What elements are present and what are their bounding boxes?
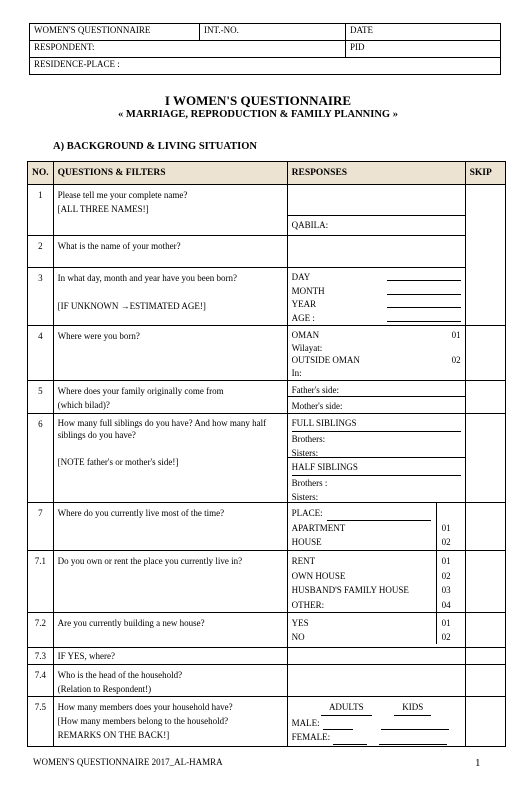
question-text: IF YES, where? bbox=[53, 648, 287, 665]
question-text: Where were you born? bbox=[53, 326, 287, 381]
row-number: 3 bbox=[28, 268, 54, 326]
code: 01 bbox=[441, 618, 451, 628]
father-side-field[interactable] bbox=[288, 381, 465, 397]
birthdate-response bbox=[287, 268, 465, 326]
question-text: In what day, month and year have you been born? bbox=[57, 273, 237, 283]
table-row bbox=[28, 503, 506, 551]
skip-cell bbox=[465, 648, 505, 665]
option-outside-oman[interactable]: OUTSIDE OMAN bbox=[291, 355, 360, 365]
question-note: (which bilad)? bbox=[57, 400, 110, 410]
row-number: 2 bbox=[28, 236, 54, 268]
brothers-field[interactable]: Brothers: bbox=[291, 433, 326, 444]
row-number: 5 bbox=[28, 381, 54, 414]
table-row bbox=[28, 236, 506, 268]
col-responses: RESPONSES bbox=[287, 162, 465, 185]
skip-cell bbox=[465, 503, 505, 551]
question-note: [ALL THREE NAMES!] bbox=[57, 204, 149, 214]
option-house[interactable]: HOUSE bbox=[291, 537, 322, 547]
table-row bbox=[28, 185, 506, 236]
table-row bbox=[28, 648, 506, 665]
question-cell bbox=[53, 414, 287, 503]
option-rent[interactable]: RENT bbox=[291, 556, 316, 566]
mother-side-field[interactable] bbox=[288, 397, 465, 413]
place-label: PLACE: bbox=[291, 508, 323, 518]
question-note: [How many members belong to the household? bbox=[57, 716, 229, 726]
table-row bbox=[28, 613, 506, 648]
option-no[interactable]: NO bbox=[291, 632, 305, 642]
code: 01 bbox=[451, 330, 461, 340]
row-number: 7.4 bbox=[28, 665, 54, 697]
skip-cell bbox=[465, 326, 505, 381]
male-adults-field[interactable] bbox=[323, 720, 353, 730]
code: 02 bbox=[451, 355, 461, 365]
code: 01 bbox=[441, 522, 451, 533]
household-members-response bbox=[287, 697, 465, 747]
code: 02 bbox=[441, 632, 451, 642]
row-number: 4 bbox=[28, 326, 54, 381]
code: 02 bbox=[441, 537, 451, 547]
option-apartment[interactable]: APARTMENT bbox=[291, 522, 346, 533]
ownership-response bbox=[287, 551, 465, 613]
row-number: 7 bbox=[28, 503, 54, 551]
question-text: Do you own or rent the place you currently live in? bbox=[53, 551, 287, 613]
half-brothers-field[interactable]: Brothers : bbox=[291, 477, 328, 488]
option-yes[interactable]: YES bbox=[291, 618, 309, 628]
kids-header: KIDS bbox=[394, 700, 431, 716]
question-note: [IF UNKNOWN →ESTIMATED AGE!] bbox=[57, 301, 206, 311]
table-row bbox=[28, 551, 506, 613]
option-husbands-family-house[interactable]: HUSBAND'S FAMILY HOUSE bbox=[291, 585, 409, 595]
option-oman[interactable]: OMAN bbox=[291, 330, 320, 340]
question-cell bbox=[53, 697, 287, 747]
month-label: MONTH bbox=[291, 285, 325, 296]
section-heading: A) BACKGROUND & LIVING SITUATION bbox=[53, 141, 257, 152]
table-row bbox=[28, 665, 506, 697]
question-text: Where does your family originally come from bbox=[57, 386, 224, 396]
page-subtitle: « MARRIAGE, REPRODUCTION & FAMILY PLANNING » bbox=[118, 109, 398, 120]
page-number: 1 bbox=[475, 757, 481, 769]
row-number: 7.2 bbox=[28, 613, 54, 648]
row-number: 6 bbox=[28, 414, 54, 503]
code: 04 bbox=[441, 599, 451, 610]
header-pid: PID bbox=[346, 41, 501, 58]
qabila-label: QABILA: bbox=[291, 220, 329, 230]
header-residence: RESIDENCE-PLACE : bbox=[30, 58, 501, 75]
question-text: Please tell me your complete name? bbox=[57, 190, 188, 200]
code: 02 bbox=[441, 570, 451, 581]
age-label: AGE : bbox=[291, 312, 315, 323]
col-skip: SKIP bbox=[465, 162, 505, 185]
skip-cell bbox=[465, 665, 505, 697]
siblings-response bbox=[287, 414, 465, 503]
female-kids-field[interactable] bbox=[379, 735, 447, 745]
header-date: DATE bbox=[346, 24, 501, 41]
male-kids-field[interactable] bbox=[381, 720, 449, 730]
birthplace-response bbox=[287, 326, 465, 381]
header-box bbox=[29, 23, 501, 75]
day-field[interactable] bbox=[387, 271, 461, 281]
place-field[interactable] bbox=[327, 511, 431, 521]
table-row bbox=[28, 381, 506, 414]
father-side-label: Father's side: bbox=[291, 385, 339, 395]
page-title: I WOMEN'S QUESTIONNAIRE bbox=[164, 93, 352, 108]
response-cell bbox=[287, 381, 465, 414]
question-text: Who is the head of the household? bbox=[57, 670, 183, 680]
adults-header: ADULTS bbox=[321, 700, 372, 716]
year-label: YEAR bbox=[291, 299, 317, 309]
question-text: How many members does your household have? bbox=[57, 702, 233, 712]
half-siblings-label: HALF SIBLINGS bbox=[292, 460, 461, 476]
option-own-house[interactable]: OWN HOUSE bbox=[291, 570, 346, 581]
question-text: Where do you currently live most of the time? bbox=[53, 503, 287, 551]
question-note: (Relation to Respondent!) bbox=[57, 684, 152, 694]
question-note: REMARKS ON THE BACK!] bbox=[57, 730, 170, 740]
day-label: DAY bbox=[291, 272, 311, 282]
header-respondent: RESPONDENT: bbox=[30, 41, 346, 58]
female-label: FEMALE: bbox=[291, 732, 331, 742]
month-field[interactable] bbox=[387, 285, 461, 295]
table-header-row bbox=[28, 162, 506, 185]
question-cell bbox=[53, 268, 287, 326]
row-number: 7.1 bbox=[28, 551, 54, 613]
question-cell bbox=[53, 665, 287, 697]
code bbox=[442, 506, 461, 521]
age-field[interactable] bbox=[387, 312, 461, 322]
question-text: How many full siblings do you have? And how many half siblings do you have? bbox=[57, 418, 267, 440]
header-questionnaire: WOMEN'S QUESTIONNAIRE bbox=[30, 24, 200, 41]
skip-cell bbox=[465, 697, 505, 747]
table-row bbox=[28, 697, 506, 747]
skip-cell bbox=[465, 185, 505, 326]
head-of-household-field[interactable] bbox=[287, 665, 465, 697]
in-label: In: bbox=[291, 367, 302, 378]
skip-cell bbox=[465, 381, 505, 414]
row-number: 1 bbox=[28, 185, 54, 236]
building-response bbox=[287, 613, 465, 648]
option-other[interactable]: OTHER: bbox=[291, 599, 325, 610]
col-questions: QUESTIONS & FILTERS bbox=[53, 162, 287, 185]
residence-response bbox=[287, 503, 465, 551]
question-text: Are you currently building a new house? bbox=[53, 613, 287, 648]
mother-name-field[interactable] bbox=[287, 236, 465, 268]
half-sisters-field[interactable]: Sisters: bbox=[291, 492, 319, 502]
question-cell bbox=[53, 185, 287, 236]
code: 03 bbox=[441, 585, 451, 595]
male-label: MALE: bbox=[291, 717, 320, 728]
qabila-field[interactable] bbox=[288, 216, 465, 234]
question-text: What is the name of your mother? bbox=[53, 236, 287, 268]
footer-text: WOMEN'S QUESTIONNAIRE 2017_AL-HAMRA bbox=[33, 757, 223, 767]
skip-cell bbox=[465, 414, 505, 503]
col-no: NO. bbox=[28, 162, 54, 185]
table-row bbox=[28, 268, 506, 326]
wilayat-label: Wilayat: bbox=[291, 342, 323, 353]
response-cell bbox=[287, 185, 465, 236]
skip-cell bbox=[465, 551, 505, 613]
question-note: [NOTE father's or mother's side!] bbox=[57, 457, 179, 467]
question-cell bbox=[53, 381, 287, 414]
code: 01 bbox=[441, 556, 451, 566]
sisters-field[interactable]: Sisters: bbox=[291, 448, 319, 458]
mother-side-label: Mother's side: bbox=[291, 401, 343, 411]
full-siblings-label: FULL SIBLINGS bbox=[292, 416, 461, 432]
row-number: 7.5 bbox=[28, 697, 54, 747]
row-number: 7.3 bbox=[28, 648, 54, 665]
where-field[interactable] bbox=[287, 648, 465, 665]
table-row bbox=[28, 414, 506, 503]
female-adults-field[interactable] bbox=[333, 735, 367, 745]
table-row bbox=[28, 326, 506, 381]
questionnaire-table bbox=[27, 161, 506, 747]
name-field[interactable] bbox=[288, 185, 465, 216]
year-field[interactable] bbox=[387, 298, 461, 308]
header-interview-number: INT.-NO. bbox=[200, 24, 346, 41]
skip-cell bbox=[465, 613, 505, 648]
